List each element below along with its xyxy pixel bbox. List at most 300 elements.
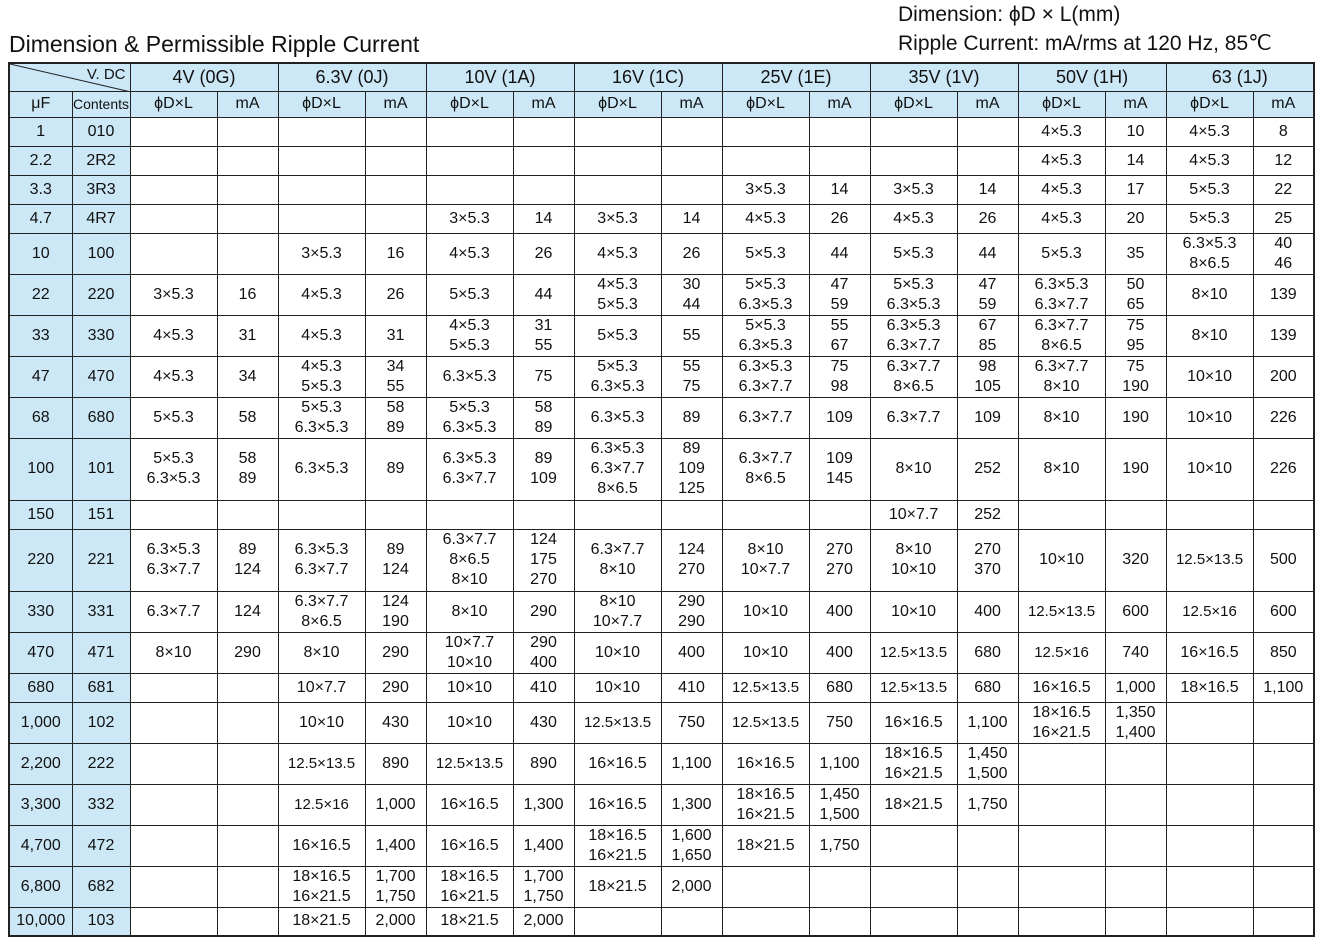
ripple-cell [661, 702, 722, 743]
dimension-value: 8×10 [303, 643, 340, 661]
dimension-cell [1166, 825, 1253, 866]
dimension-value: 18×16.5 [736, 785, 795, 803]
ripple-cell [809, 529, 870, 591]
contents-code-cell: 222 [72, 743, 130, 784]
dimension-cell [1166, 591, 1253, 632]
dimension-cell [1166, 438, 1253, 500]
ripple-value: 1,350 [1115, 703, 1156, 721]
ripple-cell [365, 356, 426, 397]
page-title: Dimension & Permissible Ripple Current [9, 31, 420, 57]
dimension-cell [426, 673, 513, 702]
ripple-value: 14 [830, 180, 849, 198]
ripple-cell [661, 673, 722, 702]
ripple-cell [513, 907, 574, 936]
dimension-value: 12.5×13.5 [1027, 602, 1096, 620]
dimension-value: 6.3×5.3 [590, 377, 645, 395]
dimension-cell [278, 204, 365, 233]
dimension-cell [426, 175, 513, 204]
dimension-cell [1018, 529, 1105, 591]
dimension-cell [722, 315, 809, 356]
ripple-value: 145 [826, 470, 853, 487]
ripple-value: 1,100 [967, 713, 1008, 731]
ripple-cell [1105, 438, 1166, 500]
ripple-value: 58 [534, 398, 553, 416]
dimension-value: 4×5.3 [893, 209, 934, 227]
dimension-cell [1018, 825, 1105, 866]
capacitance-cell: 1,000 [9, 702, 72, 743]
dimension-cell [426, 591, 513, 632]
dimension-cell [574, 907, 661, 936]
ripple-value: 124 [678, 541, 705, 558]
dimension-cell [574, 866, 661, 907]
dimension-value: 8×6.5 [1189, 254, 1230, 272]
voltage-header: 63 (1J) [1166, 63, 1314, 91]
ripple-value: 124 [530, 531, 557, 548]
dimension-value: 5×5.3 [597, 295, 638, 313]
ripple-value: 680 [974, 678, 1001, 696]
ripple-cell [1253, 438, 1314, 500]
ripple-value: 89 [238, 470, 257, 487]
ripple-value: 125 [678, 480, 705, 497]
dimension-cell [278, 825, 365, 866]
dimension-cell [278, 907, 365, 936]
dimension-value: 5×5.3 [449, 398, 490, 416]
capacitance-cell: 47 [9, 356, 72, 397]
dimension-cell [278, 233, 365, 274]
dimension-cell [1018, 274, 1105, 315]
dimension-cell [574, 146, 661, 175]
table-row [9, 175, 1314, 204]
dimension-value: 10×10 [595, 678, 640, 696]
ripple-value: 75 [830, 357, 849, 375]
dimension-value: 6.3×7.7 [886, 408, 941, 426]
ripple-cell [1105, 175, 1166, 204]
table-row [9, 438, 1314, 500]
dimension-value: 16×16.5 [588, 754, 647, 772]
dimension-subheader: ϕD×L [426, 91, 513, 117]
ripple-value: 46 [1274, 254, 1293, 272]
ripple-cell [1253, 743, 1314, 784]
ripple-cell [365, 315, 426, 356]
dimension-value: 4×5.3 [153, 367, 194, 385]
ripple-cell [957, 784, 1018, 825]
dimension-value: 16×21.5 [588, 846, 647, 864]
table-row [9, 702, 1314, 743]
ripple-cell [1253, 866, 1314, 907]
dimension-value: 16×21.5 [292, 887, 351, 905]
dimension-cell [278, 356, 365, 397]
uf-header: μF [9, 91, 72, 117]
dimension-subheader: ϕD×L [722, 91, 809, 117]
ripple-value: 124 [234, 561, 261, 578]
ripple-cell [1105, 315, 1166, 356]
ripple-cell [1253, 529, 1314, 591]
dimension-cell [722, 591, 809, 632]
dimension-cell [130, 315, 217, 356]
dimension-value: 8×6.5 [1041, 336, 1082, 354]
ripple-value: 139 [1269, 285, 1297, 303]
dimension-subheader: ϕD×L [1166, 91, 1253, 117]
dimension-value: 5×5.3 [745, 275, 786, 293]
ripple-cell [1105, 702, 1166, 743]
voltage-header: 25V (1E) [722, 63, 870, 91]
ripple-value: 47 [830, 275, 849, 293]
ripple-cell [365, 866, 426, 907]
ripple-value: 67 [830, 336, 849, 354]
ripple-value: 85 [978, 336, 997, 354]
ripple-cell [1253, 315, 1314, 356]
dimension-cell [130, 175, 217, 204]
ripple-cell [513, 117, 574, 146]
ripple-value: 500 [1269, 551, 1297, 568]
dimension-cell [426, 743, 513, 784]
ripple-cell [217, 356, 278, 397]
ripple-cell [365, 500, 426, 529]
dimension-cell [426, 397, 513, 438]
dimension-value: 6.3×5.3 [442, 450, 497, 467]
ripple-value: 58 [238, 450, 257, 467]
ripple-cell [1253, 397, 1314, 438]
dimension-cell [1166, 673, 1253, 702]
ripple-value: 34 [238, 367, 257, 385]
ripple-cell [957, 529, 1018, 591]
dimension-value: 4×5.3 [153, 326, 194, 344]
ripple-value: 290 [530, 602, 557, 620]
contents-code-cell: 221 [72, 529, 130, 591]
dimension-cell [1018, 673, 1105, 702]
dimension-value: 6.3×7.7 [1034, 316, 1089, 334]
dimension-value: 12.5×13.5 [435, 754, 504, 772]
dimension-cell [870, 500, 957, 529]
dimension-value: 5×5.3 [597, 357, 638, 375]
ripple-value: 400 [530, 653, 557, 671]
dimension-cell [870, 907, 957, 936]
ripple-value: 190 [382, 612, 409, 630]
dimension-cell [426, 117, 513, 146]
capacitance-cell: 3.3 [9, 175, 72, 204]
dimension-value: 6.3×7.7 [1034, 357, 1089, 375]
table-row [9, 397, 1314, 438]
dimension-cell [722, 274, 809, 315]
dimension-cell [870, 591, 957, 632]
dimension-value: 8×10 [747, 541, 784, 558]
dimension-cell [870, 233, 957, 274]
dimension-value: 5×5.3 [893, 275, 934, 293]
dimension-value: 4×5.3 [597, 244, 638, 262]
dimension-cell [1166, 784, 1253, 825]
dimension-cell [574, 274, 661, 315]
dimension-cell [574, 397, 661, 438]
dimension-cell [722, 146, 809, 175]
ripple-cell [661, 591, 722, 632]
ripple-value: 430 [382, 713, 409, 731]
ripple-cell [957, 274, 1018, 315]
dimension-cell [870, 702, 957, 743]
dimension-value: 10×10 [743, 602, 788, 620]
ripple-cell [957, 743, 1018, 784]
dimension-cell [278, 117, 365, 146]
dimension-value: 3×5.3 [301, 244, 342, 262]
ripple-value: 1,400 [375, 836, 416, 854]
dimension-value: 5×5.3 [893, 244, 934, 262]
ripple-value: 98 [830, 377, 849, 395]
capacitance-cell: 330 [9, 591, 72, 632]
dimension-cell [1018, 356, 1105, 397]
dimension-value: 4×5.3 [1041, 209, 1082, 227]
dimension-cell [1018, 146, 1105, 175]
ripple-cell [217, 204, 278, 233]
ripple-cell [513, 743, 574, 784]
ripple-cell [513, 438, 574, 500]
dimension-value: 4×5.3 [449, 316, 490, 334]
dimension-cell [1018, 702, 1105, 743]
ripple-cell [957, 500, 1018, 529]
dimension-cell [870, 175, 957, 204]
ripple-value: 1,750 [375, 887, 416, 905]
dimension-cell [130, 529, 217, 591]
ripple-cell [217, 233, 278, 274]
ripple-value: 410 [678, 678, 705, 696]
ripple-cell [661, 632, 722, 673]
ripple-cell [809, 117, 870, 146]
dimension-cell [574, 529, 661, 591]
ripple-cell [661, 274, 722, 315]
ripple-value: 270 [678, 561, 705, 578]
ripple-cell [365, 204, 426, 233]
dimension-cell [574, 673, 661, 702]
ripple-cell [513, 632, 574, 673]
ripple-value: 175 [530, 551, 557, 568]
dimension-cell [278, 702, 365, 743]
capacitance-cell: 150 [9, 500, 72, 529]
dimension-cell [870, 117, 957, 146]
ripple-cell [809, 743, 870, 784]
dimension-value: 6.3×7.7 [294, 561, 349, 578]
ma-subheader: mA [1253, 91, 1314, 117]
ripple-cell [365, 591, 426, 632]
dimension-cell [722, 204, 809, 233]
dimension-value: 18×16.5 [440, 867, 499, 885]
ripple-cell [365, 673, 426, 702]
ripple-value: 290 [678, 592, 705, 610]
dimension-value: 18×16.5 [588, 826, 647, 844]
dimension-value: 10×7.7 [444, 633, 495, 651]
dimension-cell [426, 907, 513, 936]
dimension-cell [278, 673, 365, 702]
dimension-value: 5×5.3 [301, 377, 342, 395]
ripple-value: 270 [530, 571, 557, 588]
dimension-subheader: ϕD×L [574, 91, 661, 117]
dimension-cell [722, 702, 809, 743]
ma-subheader: mA [1105, 91, 1166, 117]
dimension-cell [130, 438, 217, 500]
ripple-value: 35 [1126, 244, 1145, 262]
dimension-value: 4×5.3 [1041, 122, 1082, 140]
ripple-value: 26 [830, 209, 849, 227]
ripple-value: 1,600 [671, 826, 712, 844]
dimension-cell [1166, 117, 1253, 146]
ripple-cell [365, 397, 426, 438]
dimension-cell [1018, 397, 1105, 438]
dimension-cell [130, 825, 217, 866]
dimension-cell [1018, 233, 1105, 274]
contents-code-cell: 102 [72, 702, 130, 743]
ripple-cell [1105, 673, 1166, 702]
ripple-cell [1105, 233, 1166, 274]
dimension-cell [278, 175, 365, 204]
ripple-value: 22 [1274, 180, 1293, 198]
dimension-value: 4×5.3 [1189, 151, 1230, 169]
ripple-value: 14 [682, 209, 701, 227]
dimension-cell [722, 743, 809, 784]
dimension-cell [426, 233, 513, 274]
table-row [9, 356, 1314, 397]
dimension-cell [130, 397, 217, 438]
dimension-value: 6.3×7.7 [146, 561, 201, 578]
ripple-value: 98 [978, 357, 997, 375]
ripple-value: 12 [1274, 151, 1293, 169]
dimension-value: 4×5.3 [301, 357, 342, 375]
ripple-value: 55 [830, 316, 849, 334]
dimension-cell [574, 117, 661, 146]
ripple-cell [1105, 743, 1166, 784]
dimension-value: 10×10 [1187, 367, 1233, 385]
ripple-value: 1,450 [967, 744, 1008, 762]
ma-subheader: mA [365, 91, 426, 117]
ripple-cell [957, 632, 1018, 673]
table-row [9, 825, 1314, 866]
contents-code-cell: 010 [72, 117, 130, 146]
dimension-cell [1166, 274, 1253, 315]
ripple-value: 17 [1126, 180, 1145, 198]
dimension-cell [722, 673, 809, 702]
dimension-value: 8×6.5 [893, 377, 934, 395]
vdc-label: V. DC [86, 66, 126, 83]
ripple-value: 1,000 [1115, 678, 1156, 696]
dimension-cell [1166, 500, 1253, 529]
capacitance-cell: 10,000 [9, 907, 72, 936]
voltage-header: 10V (1A) [426, 63, 574, 91]
dimension-value: 10×10 [1187, 460, 1233, 477]
ripple-cell [1253, 175, 1314, 204]
ripple-value: 226 [1269, 408, 1297, 426]
voltage-header: 50V (1H) [1018, 63, 1166, 91]
ripple-cell [217, 274, 278, 315]
ripple-value: 89 [682, 408, 701, 426]
ripple-cell [661, 438, 722, 500]
ripple-cell [513, 233, 574, 274]
dimension-cell [1018, 500, 1105, 529]
ripple-cell [809, 784, 870, 825]
ripple-value: 44 [830, 244, 849, 262]
dimension-cell [870, 356, 957, 397]
ripple-value: 75 [682, 377, 701, 395]
ripple-cell [957, 673, 1018, 702]
ripple-value: 34 [386, 357, 405, 375]
dimension-value: 10×7.7 [740, 561, 791, 578]
ripple-cell [365, 274, 426, 315]
dimension-cell [722, 175, 809, 204]
ripple-cell [957, 117, 1018, 146]
dimension-value: 6.3×5.3 [590, 408, 645, 426]
ripple-cell [365, 529, 426, 591]
ripple-value: 370 [974, 561, 1001, 578]
ripple-value: 680 [826, 678, 853, 696]
dimension-cell [278, 784, 365, 825]
ripple-cell [513, 397, 574, 438]
ripple-cell [661, 204, 722, 233]
dimension-cell [574, 204, 661, 233]
ripple-cell [513, 866, 574, 907]
dimension-value: 8×10 [1191, 326, 1228, 344]
ripple-cell [513, 175, 574, 204]
ripple-cell [1253, 204, 1314, 233]
ripple-cell [1105, 866, 1166, 907]
dimension-cell [130, 591, 217, 632]
ripple-cell [1105, 397, 1166, 438]
ripple-value: 16 [386, 244, 405, 262]
dimension-value: 8×6.5 [597, 480, 638, 497]
ripple-cell [513, 146, 574, 175]
ripple-value: 20 [1126, 209, 1145, 227]
dimension-cell [426, 702, 513, 743]
dimension-cell [130, 117, 217, 146]
table-row [9, 500, 1314, 529]
dimension-value: 8×10 [155, 643, 192, 661]
dimension-value: 10×10 [743, 643, 788, 661]
ma-subheader: mA [217, 91, 278, 117]
ripple-cell [217, 438, 278, 500]
dimension-cell [574, 784, 661, 825]
ripple-cell [217, 591, 278, 632]
ripple-value: 30 [682, 275, 701, 293]
dimension-cell [722, 438, 809, 500]
ripple-cell [661, 356, 722, 397]
dimension-value: 18×16.5 [1180, 678, 1239, 696]
ripple-cell [661, 866, 722, 907]
dimension-value: 3×5.3 [597, 209, 638, 227]
capacitance-cell: 33 [9, 315, 72, 356]
dimension-value: 5×5.3 [597, 326, 638, 344]
dimension-cell [1018, 632, 1105, 673]
dimension-cell [278, 743, 365, 784]
dimension-cell [130, 702, 217, 743]
dimension-value: 16×21.5 [736, 805, 795, 823]
ripple-value: 890 [530, 754, 557, 772]
dimension-cell [130, 743, 217, 784]
dimension-cell [278, 591, 365, 632]
ripple-value: 1,300 [523, 795, 564, 813]
dimension-value: 6.3×7.7 [738, 450, 793, 467]
ripple-value: 59 [978, 295, 997, 313]
ripple-cell [1105, 632, 1166, 673]
ripple-cell [809, 702, 870, 743]
dimension-value: 8×6.5 [301, 612, 342, 630]
dimension-value: 10×10 [447, 678, 492, 696]
dimension-cell [1166, 397, 1253, 438]
ripple-value: 1,450 [819, 785, 860, 803]
ripple-value: 109 [826, 450, 853, 467]
dimension-value: 10×10 [595, 643, 640, 661]
ripple-value: 89 [534, 450, 553, 467]
dimension-cell [870, 146, 957, 175]
dimension-value: 10×10 [1039, 551, 1085, 568]
dimension-cell [574, 591, 661, 632]
capacitance-cell: 3,300 [9, 784, 72, 825]
dimension-value: 5×5.3 [1189, 180, 1230, 198]
ma-subheader: mA [513, 91, 574, 117]
ripple-cell [1253, 117, 1314, 146]
